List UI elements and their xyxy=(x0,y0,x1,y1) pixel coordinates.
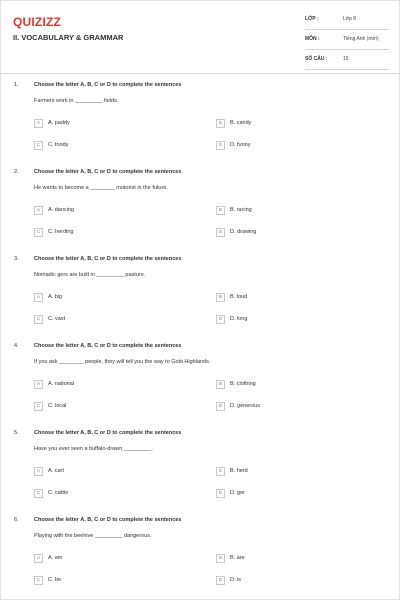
option-letter-box: D xyxy=(216,489,225,498)
option-text: D. drawing xyxy=(230,229,257,235)
meta-label: SỐ CÂU : xyxy=(305,56,328,62)
meta-label: LỚP : xyxy=(305,16,319,22)
option-text: C. be xyxy=(48,577,62,583)
option-text: D. generous xyxy=(230,403,260,409)
option-letter-box: B xyxy=(216,554,225,563)
worksheet-header xyxy=(1,1,400,74)
question-instruction: Choose the letter A, B, C or D to complete the sentences xyxy=(34,343,182,349)
option-text: A. cart xyxy=(48,468,64,474)
option-letter-box: B xyxy=(216,467,225,476)
option-letter-box: C xyxy=(34,315,43,324)
question-sentence: If you ask ________ people, they will tell you the way to Gobi Highlands. xyxy=(34,359,211,365)
option-letter-box: D xyxy=(216,402,225,411)
option-text: A. am xyxy=(48,555,63,561)
question-number: 5. xyxy=(14,430,19,436)
option-letter-box: A xyxy=(34,119,43,128)
option-text: C. herding xyxy=(48,229,74,235)
option-text: A. big xyxy=(48,294,63,300)
meta-row-count xyxy=(305,53,389,70)
meta-label: MÔN : xyxy=(305,36,320,42)
question-number: 6. xyxy=(14,517,19,523)
option-text: A. paddy xyxy=(48,120,70,126)
option-letter-box: A xyxy=(34,206,43,215)
option-letter-box: B xyxy=(216,206,225,215)
option-letter-box: A xyxy=(34,554,43,563)
option-letter-box: C xyxy=(34,576,43,585)
question-list xyxy=(1,73,400,595)
question-sentence: Have you ever seen a buffalo-drawn _________. xyxy=(34,446,153,452)
question-instruction: Choose the letter A, B, C or D to complete the sentences xyxy=(34,430,182,436)
meta-value: 15 xyxy=(343,56,349,62)
option-text: D. funny xyxy=(230,142,251,148)
option-text: D. long xyxy=(230,316,248,322)
option-text: C. vast xyxy=(48,316,66,322)
meta-row-subject xyxy=(305,33,389,50)
option-text: B. racing xyxy=(230,207,252,213)
question-instruction: Choose the letter A, B, C or D to complete the sentences xyxy=(34,82,182,88)
option-letter-box: B xyxy=(216,380,225,389)
question-sentence: Nomadic gers are built in _________ pasture. xyxy=(34,272,146,278)
option-letter-box: C xyxy=(34,228,43,237)
question-sentence: Farmers work in _________ fields. xyxy=(34,98,119,104)
question-item xyxy=(1,421,400,508)
question-instruction: Choose the letter A, B, C or D to complete the sentences xyxy=(34,169,182,175)
question-number: 4. xyxy=(14,343,19,349)
option-letter-box: B xyxy=(216,293,225,302)
question-number: 3. xyxy=(14,256,19,262)
option-letter-box: A xyxy=(34,467,43,476)
question-item xyxy=(1,247,400,334)
option-letter-box: D xyxy=(216,228,225,237)
option-text: A. dancing xyxy=(48,207,74,213)
option-letter-box: D xyxy=(216,576,225,585)
option-text: B. loud xyxy=(230,294,248,300)
option-text: C. cattle xyxy=(48,490,69,496)
option-letter-box: A xyxy=(34,380,43,389)
option-text: B. candy xyxy=(230,120,252,126)
question-item xyxy=(1,508,400,595)
option-text: D. is xyxy=(230,577,241,583)
option-text: C. local xyxy=(48,403,67,409)
option-letter-box: A xyxy=(34,293,43,302)
section-title: II. VOCABULARY & GRAMMAR xyxy=(13,33,124,42)
option-text: B. herd xyxy=(230,468,248,474)
option-letter-box: C xyxy=(34,141,43,150)
meta-value: Lớp 8 xyxy=(343,16,357,22)
option-letter-box: C xyxy=(34,402,43,411)
option-text: D. ger xyxy=(230,490,245,496)
option-letter-box: D xyxy=(216,141,225,150)
option-letter-box: B xyxy=(216,119,225,128)
question-item xyxy=(1,160,400,247)
option-text: A. national xyxy=(48,381,74,387)
question-sentence: He wants to become a ________ motorist in the future. xyxy=(34,185,168,191)
meta-value: Tiếng Anh (mới) xyxy=(343,36,379,42)
question-number: 2. xyxy=(14,169,19,175)
question-item xyxy=(1,334,400,421)
option-letter-box: C xyxy=(34,489,43,498)
option-text: B. clothing xyxy=(230,381,256,387)
question-sentence: Playing with the beehive _________ dangerous. xyxy=(34,533,152,539)
option-text: B. are xyxy=(230,555,245,561)
question-item xyxy=(1,73,400,160)
question-number: 1. xyxy=(14,82,19,88)
option-letter-box: D xyxy=(216,315,225,324)
question-instruction: Choose the letter A, B, C or D to complete the sentences xyxy=(34,256,182,262)
question-instruction: Choose the letter A, B, C or D to complete the sentences xyxy=(34,517,182,523)
option-text: C. foody xyxy=(48,142,69,148)
quizizz-logo: QUIZIZZ xyxy=(13,15,62,29)
meta-table xyxy=(305,13,389,73)
meta-row-class xyxy=(305,13,389,30)
